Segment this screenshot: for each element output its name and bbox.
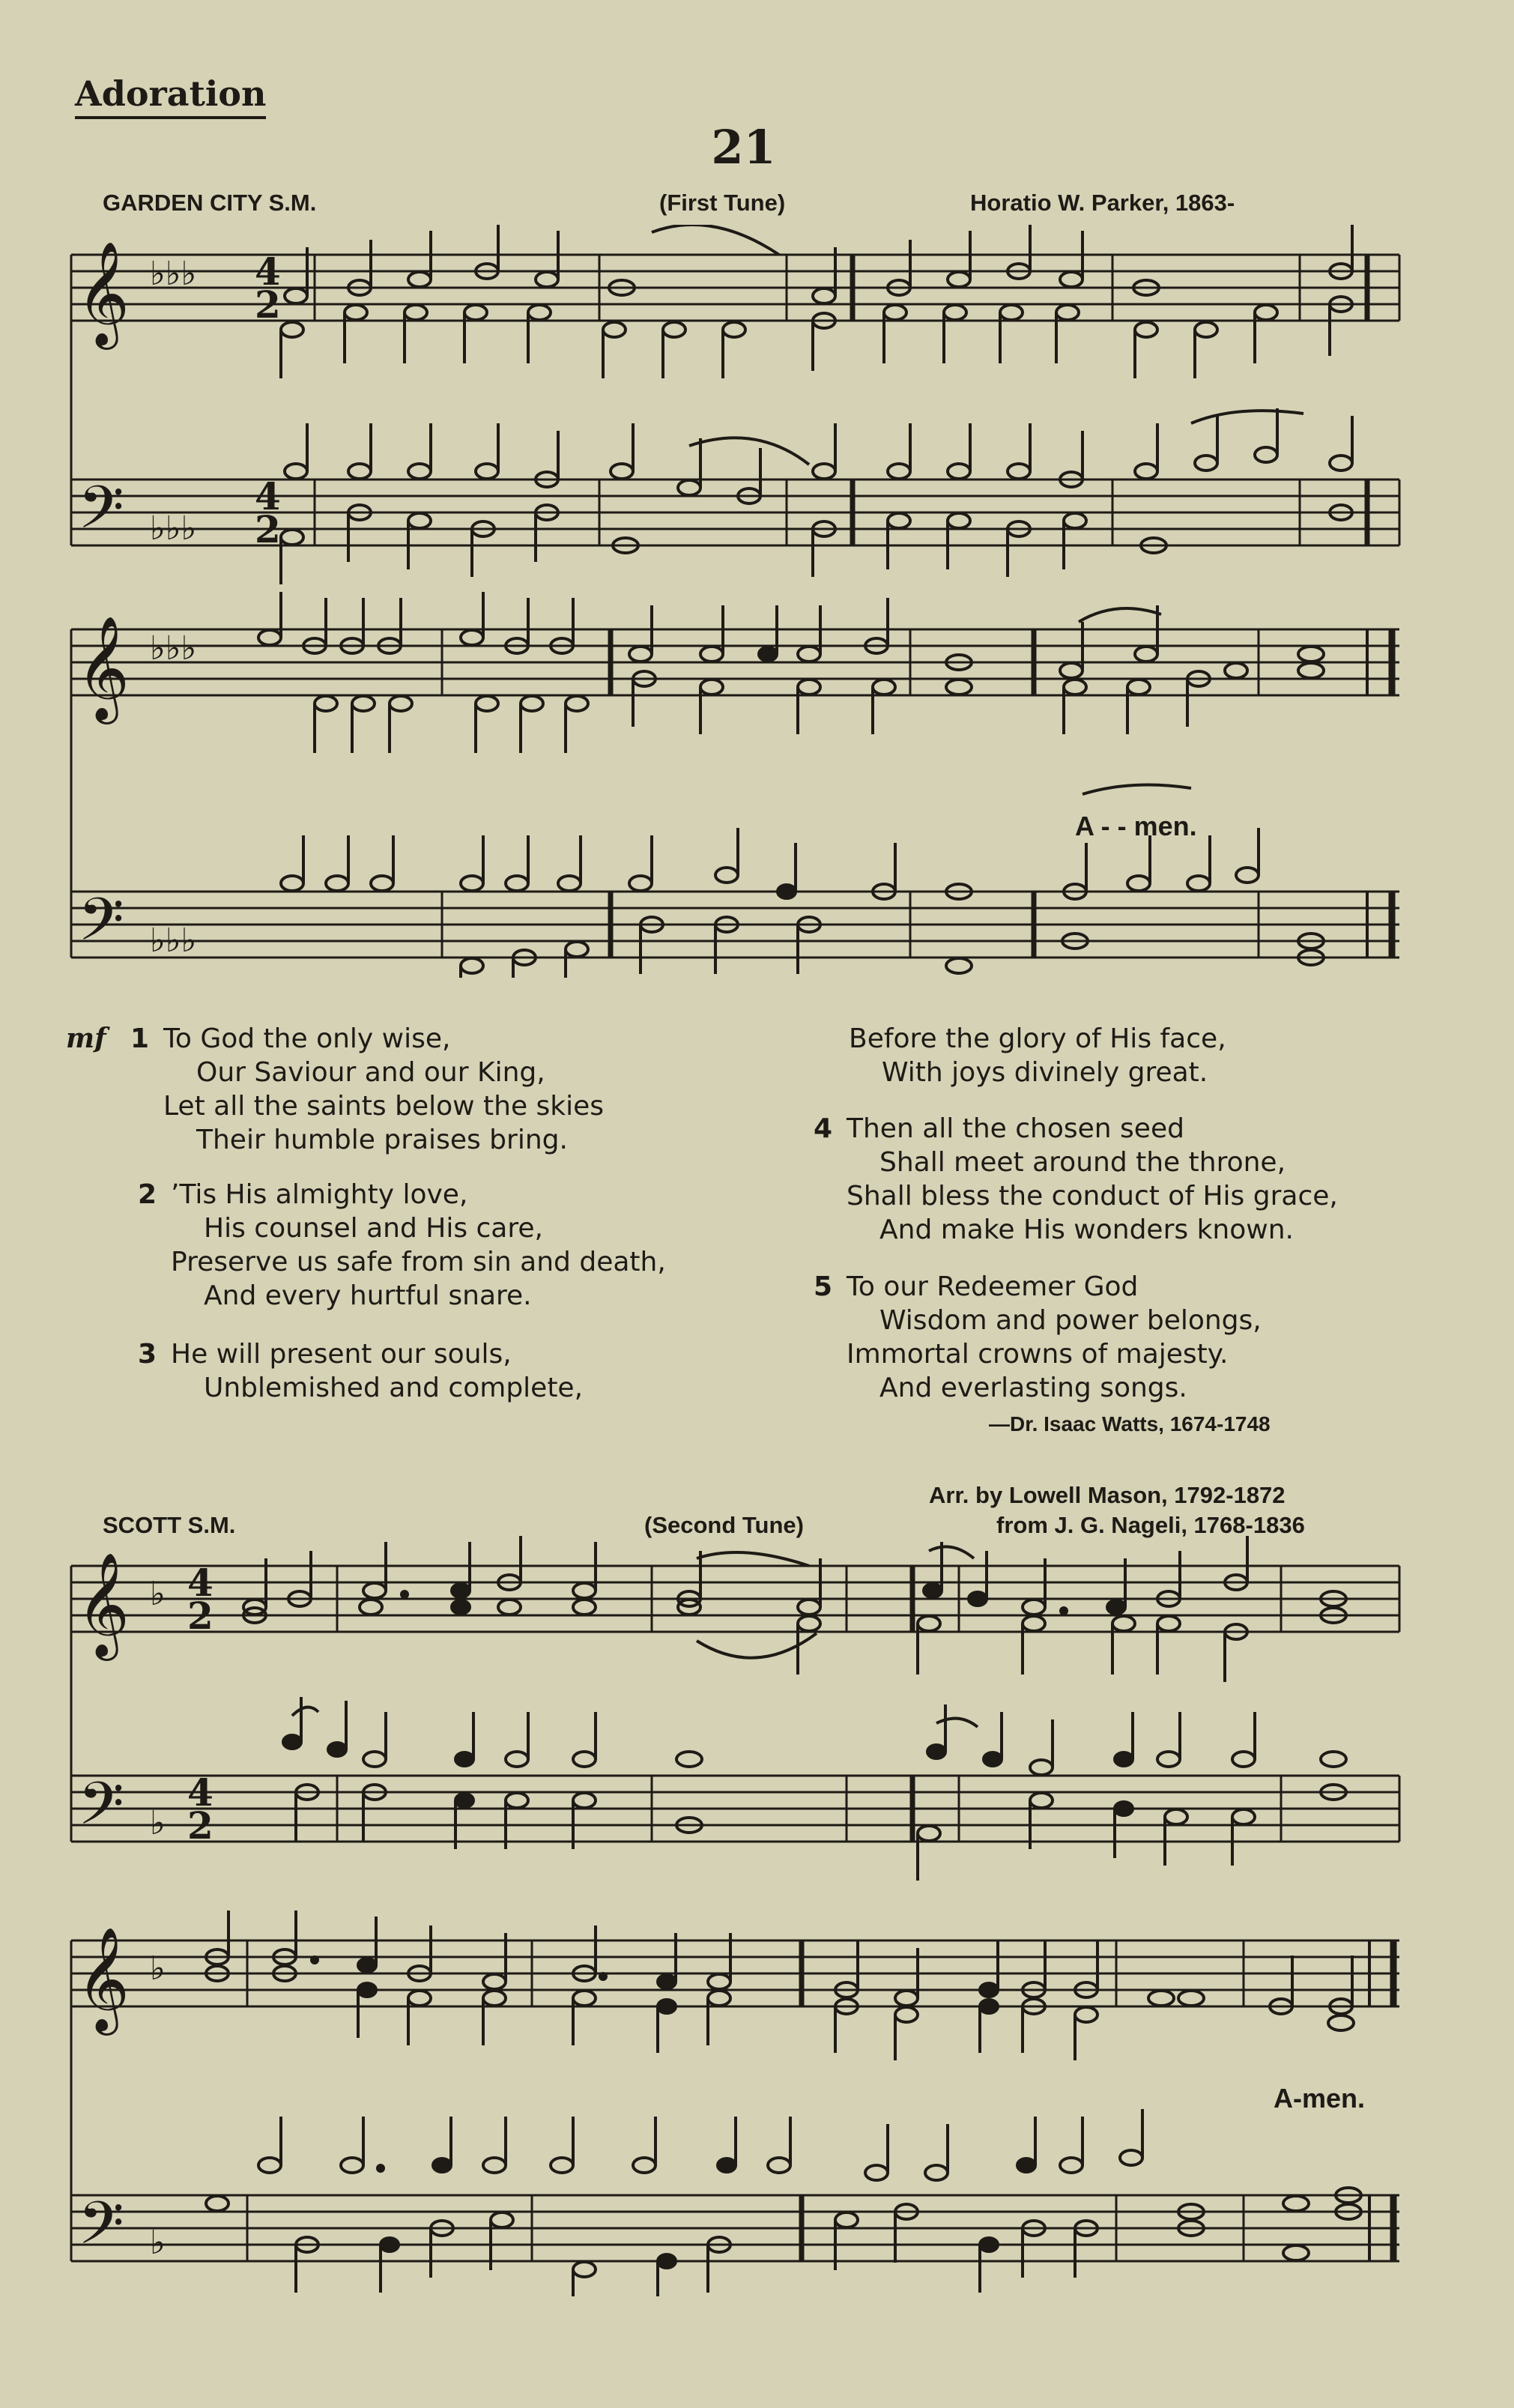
tune2-label: (Second Tune)	[644, 1512, 804, 1538]
verse-line: Wisdom and power belongs,	[879, 1305, 1262, 1336]
tune2-arranger: Arr. by Lowell Mason, 1792-1872	[929, 1482, 1286, 1508]
verse-3	[138, 1337, 584, 1405]
svg-text:𝄢: 𝄢	[78, 2188, 124, 2272]
verse-line: Shall bless the conduct of His grace,	[847, 1181, 1338, 1211]
verse-line: To God the only wise,	[163, 1023, 451, 1054]
verse-line: Before the glory of His face,	[849, 1023, 1226, 1054]
verse-line: His counsel and His care,	[204, 1213, 543, 1244]
tune2-name: SCOTT S.M.	[103, 1512, 236, 1538]
svg-text:4: 4	[255, 249, 281, 294]
svg-text:♭: ♭	[150, 2224, 166, 2262]
verse-line: With joys divinely great.	[882, 1057, 1208, 1088]
tune2-source: from J. G. Nageli, 1768-1836	[996, 1512, 1305, 1538]
tune1-system2-score	[67, 592, 1408, 981]
verse-line: Our Saviour and our King,	[196, 1057, 545, 1088]
svg-text:♭♭♭: ♭♭♭	[150, 255, 197, 293]
svg-text:♭♭♭: ♭♭♭	[150, 509, 197, 548]
verse-line: And make His wonders known.	[879, 1214, 1294, 1245]
svg-text:𝄢: 𝄢	[78, 885, 124, 969]
svg-text:2: 2	[255, 507, 281, 551]
verse-number: 5	[814, 1271, 833, 1302]
verse-line: ’Tis His almighty love,	[171, 1179, 468, 1210]
verse-line: Shall meet around the throne,	[879, 1147, 1286, 1178]
svg-text:♭♭♭: ♭♭♭	[150, 922, 197, 960]
section-label: Adoration	[75, 75, 266, 119]
svg-text:4: 4	[187, 1561, 214, 1605]
verse-line: To our Redeemer God	[847, 1271, 1139, 1302]
text-author: —Dr. Isaac Watts, 1674-1748	[989, 1412, 1271, 1436]
svg-text:𝄞: 𝄞	[76, 1927, 130, 2031]
verse-line: He will present our souls,	[171, 1339, 512, 1370]
tune2-amen: A-men.	[1274, 2083, 1366, 2114]
svg-text:𝄞: 𝄞	[76, 616, 130, 720]
svg-text:♭♭♭: ♭♭♭	[150, 629, 197, 668]
tune1-name: GARDEN CITY S.M.	[103, 190, 317, 216]
svg-text:2: 2	[187, 1803, 214, 1848]
verse-line: Let all the saints below the skies	[163, 1091, 605, 1122]
svg-text:𝄞: 𝄞	[76, 1552, 130, 1657]
verse-5	[814, 1270, 1262, 1405]
verse-3-continued	[849, 1022, 1226, 1089]
verse-line: Immortal crowns of majesty.	[847, 1339, 1229, 1370]
svg-text:𝄞: 𝄞	[76, 241, 130, 345]
verse-line: Preserve us safe from sin and death,	[171, 1247, 666, 1277]
verse-1	[66, 1022, 605, 1157]
tune1-label: (First Tune)	[659, 190, 786, 216]
verse-line: Unblemished and complete,	[204, 1373, 584, 1403]
verse-number: 3	[138, 1339, 157, 1370]
verse-line: Then all the chosen seed	[847, 1113, 1184, 1144]
svg-text:2: 2	[187, 1594, 214, 1638]
tune1-system1-score	[67, 225, 1408, 599]
svg-text:𝄢: 𝄢	[78, 1769, 124, 1853]
hymn-number: 21	[711, 120, 776, 175]
verse-number: 4	[814, 1113, 833, 1144]
tune1-composer: Horatio W. Parker, 1863-	[970, 190, 1235, 216]
verse-2	[138, 1178, 666, 1313]
verse-line: And every hurtful snare.	[204, 1280, 532, 1311]
verse-4	[814, 1112, 1338, 1247]
svg-text:𝄢: 𝄢	[78, 473, 124, 557]
tune2-system1-score	[67, 1536, 1408, 1896]
tune1-amen: A - - men.	[1075, 811, 1197, 841]
dynamic-marking: mf	[66, 1023, 106, 1054]
svg-text:♭: ♭	[150, 1804, 166, 1842]
verse-line: Their humble praises bring.	[196, 1125, 568, 1155]
svg-text:4: 4	[187, 1770, 214, 1815]
svg-text:♭: ♭	[150, 1575, 166, 1613]
verse-line: And everlasting songs.	[879, 1373, 1187, 1403]
tune2-system2-score	[67, 1911, 1408, 2300]
verse-number: 1	[130, 1023, 150, 1054]
svg-text:2: 2	[255, 282, 281, 327]
verse-number: 2	[138, 1179, 157, 1210]
svg-text:4: 4	[255, 474, 281, 518]
svg-text:♭: ♭	[150, 1949, 166, 1988]
